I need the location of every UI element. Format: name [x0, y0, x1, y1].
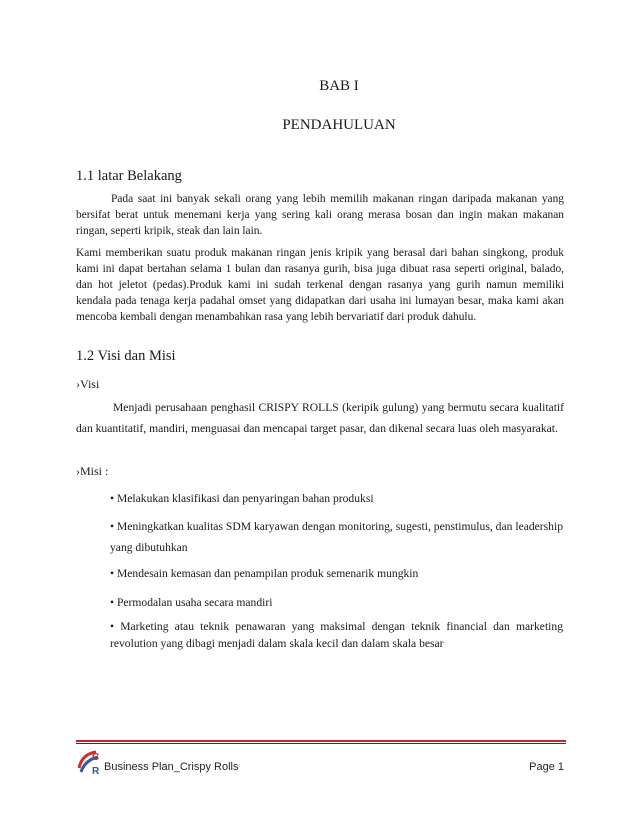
- misi-label: ›Misi :: [76, 464, 109, 478]
- paragraph-latar-belakang-1: Pada saat ini banyak sekali orang yang lebih memilih makanan ringan daripada makanan yang bersifat berat untuk menemani kerja yang sering kali orang merasa bosan dan ingin makan makanan ringan, seperti kripik, steak dan lain lain.: [76, 193, 564, 237]
- footer-rule-thin: [76, 743, 566, 744]
- svg-text:C: C: [92, 752, 100, 763]
- footer-page-number: Page 1: [529, 761, 564, 773]
- footer-document-name: Business Plan_Crispy Rolls: [104, 761, 239, 773]
- crispy-rolls-logo-icon: [76, 748, 104, 776]
- section-heading-latar-belakang: 1.1 latar Belakang: [76, 168, 182, 184]
- visi-text: Menjadi perusahaan penghasil CRISPY ROLLS (keripik gulung) yang bermutu secara kualitatif dan kuantitatif, mandiri, menguasai dan mencapai target pasar, dan dikenal secara luas oleh masyarakat.: [76, 401, 564, 435]
- misi-item: • Marketing atau teknik penawaran yang maksimal dengan teknik financial dan marketing revolution yang dibagi menjadi dalam skala kecil dan dalam skala besar: [110, 620, 563, 650]
- footer-rule: [76, 740, 566, 742]
- misi-item: • Meningkatkan kualitas SDM karyawan dengan monitoring, sugesti, penstimulus, dan leadership yang dibutuhkan: [110, 520, 563, 554]
- paragraph-latar-belakang-2: Kami memberikan suatu produk makanan ringan jenis kripik yang berasal dari bahan singkong, produk kami ini dapat bertahan selama 1 bulan dan rasanya gurih, bisa juga dibuat rasa seperti original, balado, dan hot jeletot (pedas).Produk kami ini sudah terkenal dengan rasanya yang gurih namun memiliki kendala pada tenaga kerja padahal omset yang didapatkan dari usaha ini lumayan besar, maka kami akan mencoba kembali dengan menambahkan rasa yang lebih bervariatif dari produk dahulu.: [76, 247, 564, 323]
- svg-text:R: R: [92, 766, 100, 776]
- misi-item: • Permodalan usaha secara mandiri: [110, 596, 273, 609]
- chapter-title: PENDAHULUAN: [282, 117, 396, 133]
- misi-item: • Melakukan klasifikasi dan penyaringan bahan produksi: [110, 492, 374, 505]
- section-heading-visi-misi: 1.2 Visi dan Misi: [76, 348, 176, 364]
- chapter-number: BAB I: [319, 78, 359, 94]
- visi-label: ›Visi: [76, 377, 100, 391]
- misi-item: • Mendesain kemasan dan penampilan produk semenarik mungkin: [110, 567, 419, 580]
